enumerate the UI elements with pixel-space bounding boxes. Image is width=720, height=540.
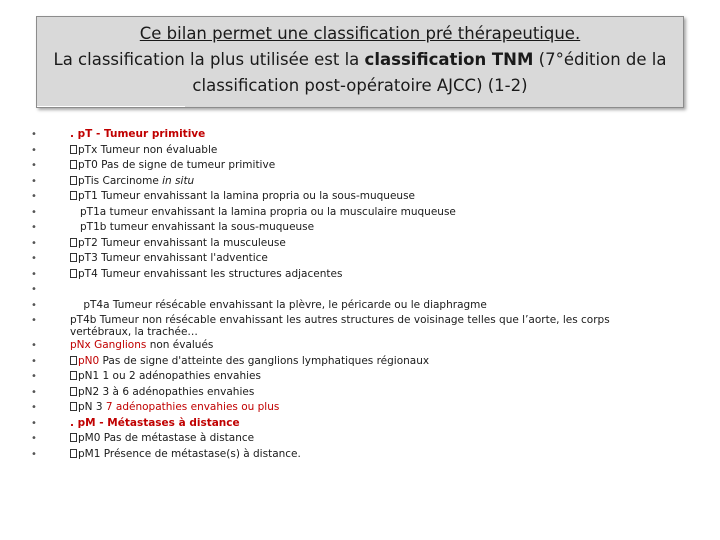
missing-glyph-icon [70,402,77,411]
list-item-text [70,143,670,159]
list-item-main: pT1 Tumeur envahissant la lamina propria ou la sous-muqueuse [78,190,416,202]
list-item-red-part: pNx Ganglions [70,339,147,351]
missing-glyph-icon [70,160,77,169]
list-item [30,338,670,354]
list-item-main: pT1b tumeur envahissant la sous-muqueuse [70,221,315,233]
list-item-main: pT4a Tumeur résécable envahissant la plèvre, le péricarde ou le diaphragme [70,298,487,311]
list-item [30,298,670,314]
list-item-red-tail: 7 adénopathies envahies ou plus [105,401,280,413]
list-item [30,313,670,338]
title-underline-bar [37,106,185,107]
bullet-marker: • [31,206,37,218]
list-item-red-head: pN0 [78,354,100,367]
list-item-main: pM1 Présence de métastase(s) à distance. [78,447,301,460]
list-item-main: pT4b Tumeur non résécable envahissant les autres structures de voisinage telles que l’aorte, les corps vertébraux, la trachée… [70,314,610,338]
list-item [30,354,670,370]
list-item-text [70,369,670,385]
bullet-marker: • [31,222,37,233]
list-item-main: pT3 Tumeur envahissant l'adventice [78,252,268,264]
bullet-marker: • [31,433,37,444]
bullet-marker: • [31,253,37,264]
list-item-text [70,298,670,314]
list-item-main: pTx Tumeur non évaluable [78,143,218,156]
list-item-main: pN1 1 ou 2 adénopathies envahies [78,370,261,382]
bullet-marker: • [31,160,37,171]
list-item-text [70,416,670,432]
bullet-marker: • [31,340,37,351]
list-item [30,127,670,143]
list-item-italic: in situ [162,174,195,187]
list-item [30,220,670,236]
bullet-marker: • [31,237,37,249]
title-line-2 [37,47,683,73]
list-item-text [70,400,670,416]
list-item-main: pT4 Tumeur envahissant les structures adjacentes [78,267,343,280]
title-line-2-suffix: (7°édition de la [533,50,667,69]
list-item-text [70,385,670,401]
list-item-text [70,447,670,463]
list-item-text [70,338,670,354]
list-item-main: pN 3 [78,401,106,413]
list-item-text [70,236,670,252]
title-line-2-prefix: La classification la plus utilisée est la [53,50,365,69]
bullet-marker: • [31,371,37,382]
list-item-main: pN2 3 à 6 adénopathies envahies [78,385,255,398]
list-item-main: pT2 Tumeur envahissant la musculeuse [78,236,286,249]
list-item-main: pM0 Pas de métastase à distance [78,432,255,444]
bullet-list [30,127,670,462]
bullet-marker: • [31,299,37,311]
list-item-text [70,205,670,221]
missing-glyph-icon [70,145,77,154]
list-item [30,447,670,463]
list-item [30,369,670,385]
list-item [30,205,670,221]
list-item-main: . pM - Métastases à distance [70,416,240,429]
bullet-marker: • [31,386,37,398]
list-item [30,236,670,252]
list-item-text [70,313,670,338]
missing-glyph-icon [70,371,77,380]
list-item-text [70,431,670,447]
title-line-2-bold: classification TNM [364,50,534,69]
missing-glyph-icon [70,238,77,247]
list-item-rest: non évalués [146,339,214,351]
list-item [30,282,670,298]
title-line-3: classification post-opératoire AJCC) (1-2) [192,76,528,95]
bullet-marker: • [31,284,37,295]
list-item-main: . pT - Tumeur primitive [70,128,206,140]
bullet-marker: • [31,448,37,460]
missing-glyph-icon [70,449,77,458]
bullet-marker: • [31,191,37,202]
list-item [30,385,670,401]
bullet-marker: • [31,144,37,156]
list-item-main: pTis Carcinome [78,174,163,187]
bullet-marker: • [31,268,37,280]
missing-glyph-icon [70,387,77,396]
list-item [30,174,670,190]
missing-glyph-icon [70,253,77,262]
list-item [30,251,670,267]
list-item [30,189,670,205]
list-item [30,400,670,416]
bullet-marker: • [31,355,37,367]
missing-glyph-icon [70,433,77,442]
missing-glyph-icon [70,191,77,200]
list-item [30,143,670,159]
bullet-marker: • [31,175,37,187]
list-item [30,431,670,447]
list-item-rest: Pas de signe d'atteinte des ganglions lymphatiques régionaux [99,354,430,367]
list-item-text [70,251,670,267]
list-item-text [70,189,670,205]
list-item [30,416,670,432]
bullet-marker: • [31,315,37,326]
list-item-text [70,158,670,174]
list-item [30,158,670,174]
missing-glyph-icon [70,176,77,185]
bullet-marker: • [31,417,37,429]
list-item-text [70,127,670,143]
list-item-text [70,354,670,370]
title-box [36,16,684,108]
list-item-text [70,174,670,190]
bullet-marker: • [31,129,37,140]
list-item-main: pT0 Pas de signe de tumeur primitive [78,159,276,171]
list-item-main: pT1a tumeur envahissant la lamina propria ou la musculaire muqueuse [70,205,456,218]
bullet-marker: • [31,402,37,413]
list-item [30,267,670,283]
title-line-1: Ce bilan permet une classification pré thérapeutique. [139,24,581,43]
list-item-text [70,267,670,283]
missing-glyph-icon [70,356,77,365]
missing-glyph-icon [70,269,77,278]
list-item-text [70,220,670,236]
